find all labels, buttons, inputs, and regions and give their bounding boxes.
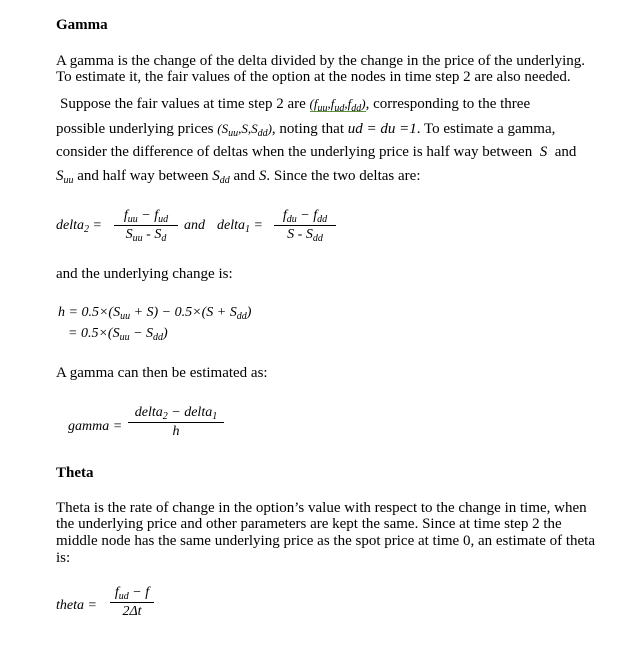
delta1-label: delta$_1$ = [217,218,263,235]
s-symbol: S [535,144,551,160]
underlying-change-text: and the underlying change is: [56,266,233,282]
gamma-heading: Gamma [56,17,108,33]
underlying-prices-formula: $(S_{uu},S,S_{dd})$ [217,121,272,139]
gamma-estimate-text: A gamma can then be estimated as: [56,365,268,381]
h-equation-line2: = $0.5\times(S_{uu} - S_{dd})$ [68,326,168,343]
theta-line2: the underlying price and other parameters are kept the same. Since at time step 2 the [56,516,562,532]
theta-line1: Theta is the rate of change in the option’s value with respect to the change in time, when [56,500,587,516]
gamma-para2-line4-c: . Since the two deltas are: [266,168,421,184]
gamma-para2-line3 [56,144,576,161]
s-symbol-2: S [258,168,267,184]
gamma-para2-line4 [56,168,421,186]
ud-du-formula: ud = du =1 [347,121,417,137]
gamma-para2-line2-a: possible underlying prices [56,121,214,137]
suu-symbol: $S_{uu}$ [56,168,74,186]
gamma-para2-line1-a: Suppose the fair values at time step 2 are [60,96,306,112]
delta2-fraction: $f_{uu} - f_{ud}$ $S_{uu} - S_d$ [114,208,178,243]
delta2-label: delta$_2$ = [56,218,102,235]
gamma-label: gamma = [68,419,123,434]
gamma-para1-line2: To estimate it, the fair values of the option at the nodes in time step 2 are also needed. [56,69,571,85]
gamma-para2-line2-b: , noting that [271,121,344,137]
gamma-para2-line2-d: . To estimate a gamma, [416,121,556,137]
fair-values-formula: $(f_{uu},f_{ud},f_{dd})$ [309,96,366,114]
delta1-fraction: $f_{du} - f_{dd}$ S - $S_{dd}$ [274,208,336,243]
gamma-fraction: delta$_2$ − delta$_1$ h [128,405,224,440]
gamma-para2-line1: Suppose the fair values at time step 2 are $(f_{uu},f_{ud},f_{dd})$, corresponding to the three [60,96,531,114]
sdd-symbol: $S_{dd}$ [212,168,230,186]
gamma-para1-line1: A gamma is the change of the delta divided by the change in the price of the underlying. [56,53,585,69]
gamma-para2-line3-a: consider the difference of deltas when the underlying price is half way between [56,144,533,160]
theta-label: theta = [56,598,97,613]
theta-heading: Theta [56,465,94,481]
theta-line4: is: [56,550,71,566]
gamma-para2-line4-a: and half way between [77,168,209,184]
theta-fraction: $f_{ud} - f$ 2Δt [110,585,154,620]
gamma-para2-line2 [56,120,555,139]
theta-line3: middle node has the same underlying price as the spot price at time 0, an estimate of theta [56,533,595,549]
h-equation-line1: $h = 0.5\times(S_{uu} + S) - 0.5\times(S + S_{dd})$ [58,305,252,322]
gamma-para2-line1-b: corresponding to the three [373,96,531,112]
gamma-para2-line3-b: and [554,144,577,160]
gamma-para2-line4-b: and [233,168,256,184]
and-word: and [184,218,205,233]
